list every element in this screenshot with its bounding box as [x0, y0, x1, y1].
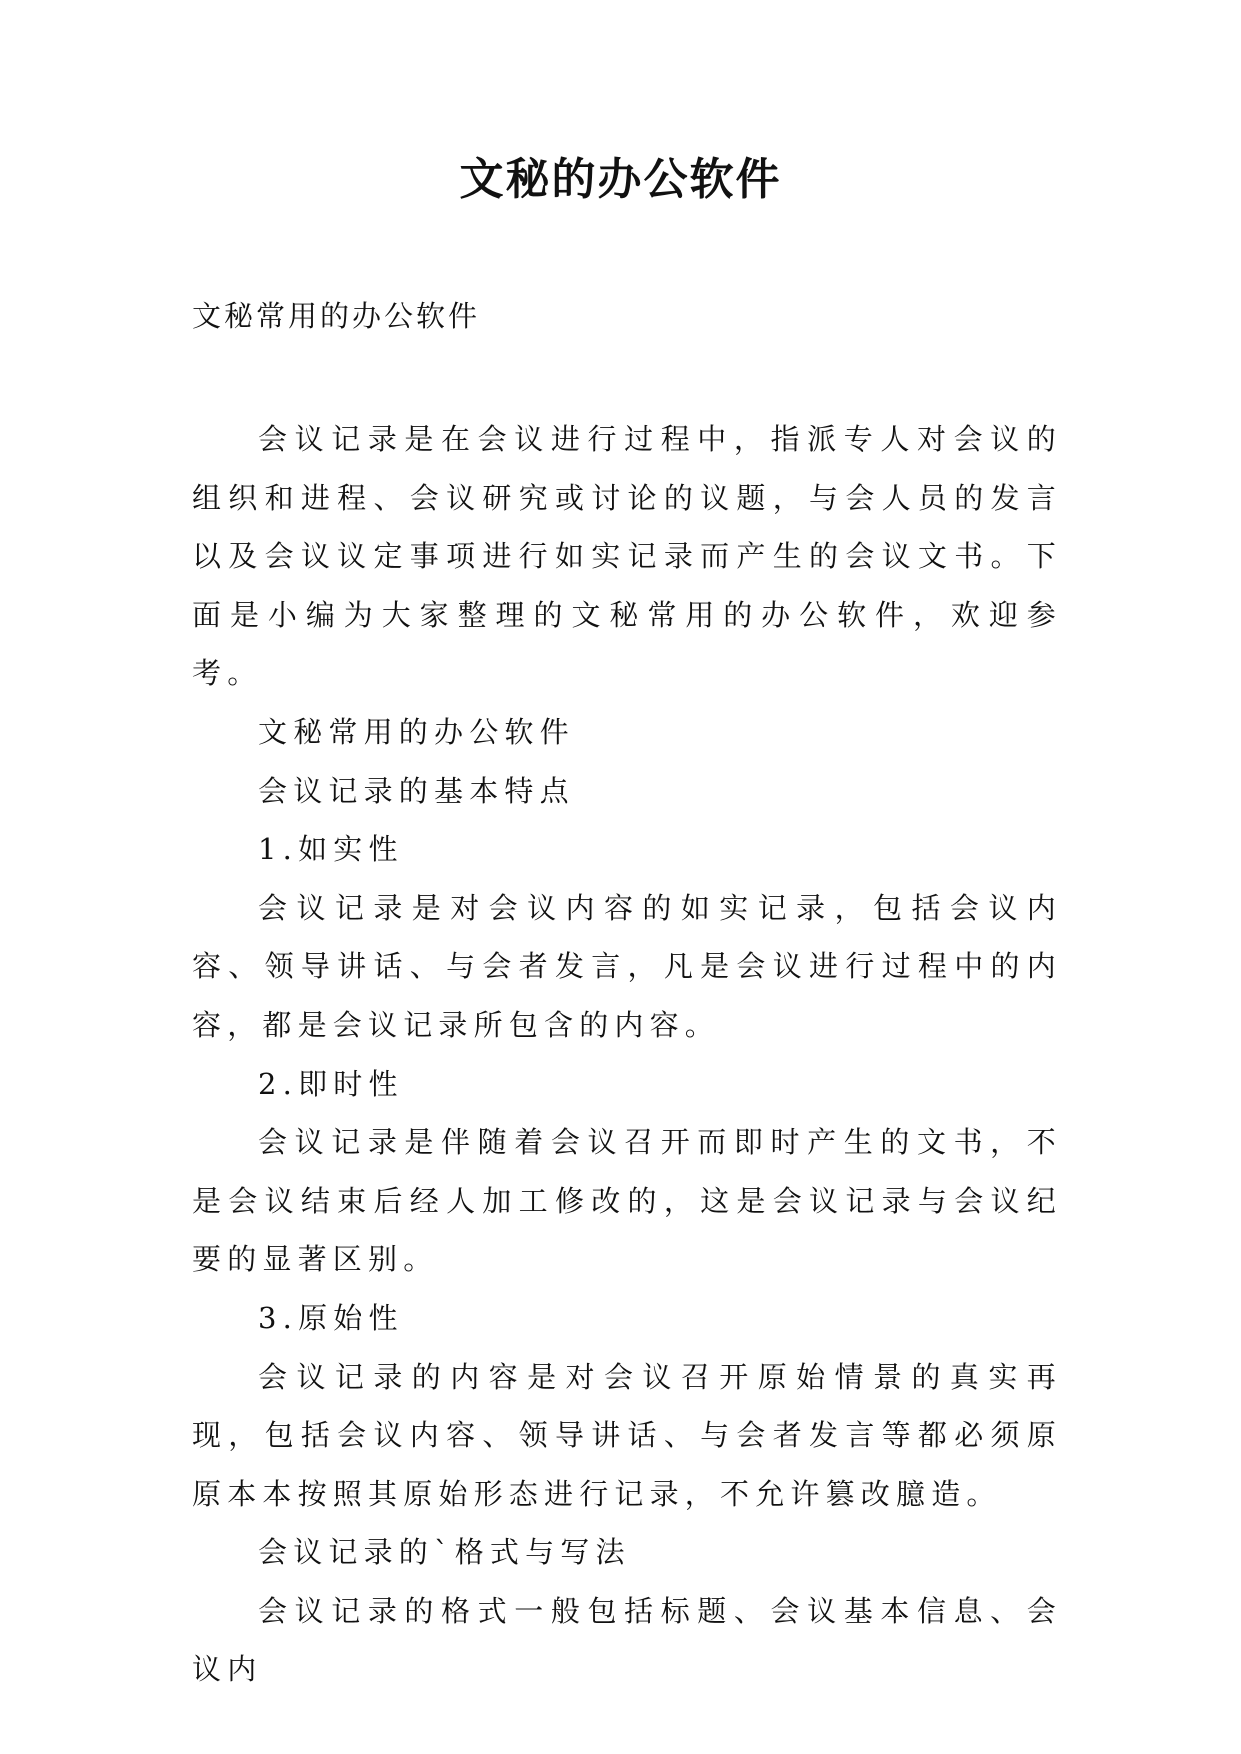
paragraph: 会议记录的格式一般包括标题、会议基本信息、会议内	[192, 1593, 1062, 1687]
document-title: 文秘的办公软件	[459, 154, 782, 205]
document-subtitle: 文秘常用的办公软件	[192, 299, 481, 333]
section-heading: 文秘常用的办公软件	[258, 714, 575, 749]
paragraph: 会议记录是伴随着会议召开而即时产生的文书，不是会议结束后经人加工修改的，这是会议记录与会议纪要的显著区别。	[192, 1125, 1062, 1277]
list-item-heading: 2.即时性	[258, 1066, 404, 1101]
paragraph-intro: 会议记录是在会议进行过程中，指派专人对会议的组织和进程、会议研究或讨论的议题，与会人员的发言以及会议议定事项进行如实记录而产生的会议文书。下面是小编为大家整理的文秘常用的办公软件，欢迎参考。	[192, 422, 1062, 691]
list-item-heading: 1.如实性	[258, 832, 404, 867]
list-item-heading: 3.原始性	[258, 1300, 404, 1335]
section-heading: 会议记录的`格式与写法	[258, 1535, 631, 1570]
section-heading: 会议记录的基本特点	[258, 773, 575, 808]
paragraph: 会议记录是对会议内容的如实记录，包括会议内容、领导讲话、与会者发言，凡是会议进行过程中的内容，都是会议记录所包含的内容。	[192, 890, 1062, 1042]
paragraph: 会议记录的内容是对会议召开原始情景的真实再现，包括会议内容、领导讲话、与会者发言等都必须原原本本按照其原始形态进行记录，不允许篡改臆造。	[192, 1359, 1062, 1511]
document-body	[192, 410, 1062, 1699]
